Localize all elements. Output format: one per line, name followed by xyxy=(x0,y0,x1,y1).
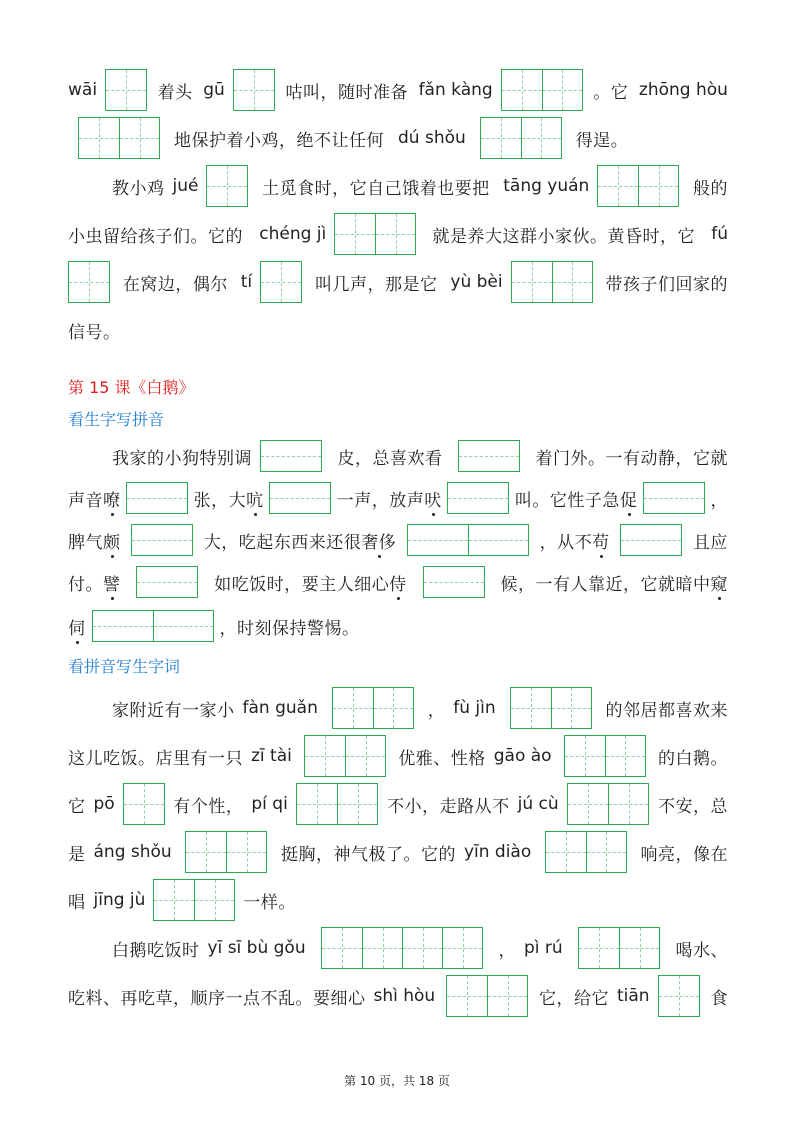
answer-box-4[interactable] xyxy=(78,117,160,159)
text: 土觅食时，它自己饿着也要把 xyxy=(262,178,490,199)
text: 吃料、再吃草，顺序一点不乱。要细心 xyxy=(68,988,366,1009)
text: 付。 xyxy=(68,574,103,595)
pinyin-shihou: shì hòu xyxy=(373,986,436,1006)
text: 这儿吃饭。店里有一只 xyxy=(68,748,243,769)
text: 叫。它性子急 xyxy=(514,490,620,511)
pinyin-fu: fú xyxy=(711,224,728,244)
answer-box-17[interactable] xyxy=(296,783,378,825)
text: 教小鸡 xyxy=(112,178,165,199)
line-14 xyxy=(68,780,728,828)
target-char: 嘹 xyxy=(103,486,121,511)
text: 。它 xyxy=(593,82,629,103)
text: 挺胸，神气极了。它的 xyxy=(280,844,456,865)
text: 不小，走路从不 xyxy=(387,796,510,817)
pinyin-tian: tiān xyxy=(617,986,650,1006)
pinyin-jue: jué xyxy=(172,176,199,196)
text: 一声，放声 xyxy=(336,490,425,511)
pinyin-fujin: fù jìn xyxy=(453,698,496,718)
target-char: 促 xyxy=(620,486,638,511)
text: 候，一有人靠近，它就暗中 xyxy=(500,574,711,595)
pinyin-piqi: pí qi xyxy=(251,794,288,814)
text: 响亮，像在 xyxy=(640,844,728,865)
text: 信号。 xyxy=(68,322,121,343)
text: 我家的小狗特别调 xyxy=(112,448,252,469)
text: 般的 xyxy=(692,178,728,199)
answer-box-25[interactable] xyxy=(658,975,700,1017)
target-char: 苟 xyxy=(592,528,610,553)
answer-box-11[interactable] xyxy=(511,261,593,303)
pinyin-jingju: jīng jù xyxy=(93,890,146,910)
target-char: 奢侈 xyxy=(361,528,396,553)
line-4 xyxy=(68,210,728,258)
answer-box-9[interactable] xyxy=(68,261,110,303)
pinyin-box-11[interactable] xyxy=(423,566,485,598)
text: 着门外。一有动静，它就 xyxy=(535,448,728,469)
pinyin-wai: wāi xyxy=(68,80,98,100)
answer-box-8[interactable] xyxy=(334,213,416,255)
pinyin-zhonghou: zhōng hòu xyxy=(638,80,728,100)
text: 优雅、性格 xyxy=(398,748,486,769)
answer-box-7[interactable] xyxy=(597,165,679,207)
text: 声音 xyxy=(68,490,103,511)
line-5 xyxy=(68,258,728,306)
text: 不安，总 xyxy=(657,796,728,817)
text: 它，给它 xyxy=(539,988,609,1009)
answer-box-23[interactable] xyxy=(578,927,660,969)
pinyin-ti: tí xyxy=(240,272,253,292)
pinyin-zitai: zī tài xyxy=(251,746,292,766)
text: 小虫留给孩子们。它的 xyxy=(68,226,243,247)
answer-box-2[interactable] xyxy=(233,69,275,111)
answer-box-12[interactable] xyxy=(332,687,414,729)
pinyin-box-12[interactable] xyxy=(92,610,214,642)
pinyin-box-9[interactable] xyxy=(620,524,682,556)
text: ， xyxy=(498,940,516,961)
pinyin-box-1[interactable] xyxy=(260,440,322,472)
answer-box-1[interactable] xyxy=(105,69,147,111)
pinyin-po: pō xyxy=(93,794,115,814)
pinyin-box-2[interactable] xyxy=(458,440,520,472)
text: 且应 xyxy=(692,532,728,553)
target-char: 侍 xyxy=(389,570,407,595)
text: 地保护着小鸡，绝不让任何 xyxy=(174,130,384,151)
text: 张，大 xyxy=(193,490,247,511)
line-13 xyxy=(68,732,728,780)
text: ，时刻保持警惕。 xyxy=(219,618,360,639)
answer-box-14[interactable] xyxy=(304,735,386,777)
text: 就是养大这群小家伙。黄昏时，它 xyxy=(432,226,695,247)
text: ， xyxy=(427,700,446,721)
text: 大，吃起东西来还很 xyxy=(203,532,362,553)
pinyin-yindiao: yīn diào xyxy=(463,842,532,862)
pinyin-fanguan: fàn guǎn xyxy=(242,698,318,718)
answer-box-6[interactable] xyxy=(206,165,248,207)
text: 家附近有一家小 xyxy=(112,700,235,721)
answer-box-5[interactable] xyxy=(480,117,562,159)
text: 脾气 xyxy=(68,532,103,553)
answer-box-16[interactable] xyxy=(123,783,165,825)
target-char: 伺 xyxy=(68,614,86,639)
pinyin-piru: pì rú xyxy=(523,938,563,958)
line-3 xyxy=(68,162,728,210)
text: 唱 xyxy=(68,892,86,913)
answer-box-13[interactable] xyxy=(510,687,592,729)
line-7 xyxy=(68,432,728,480)
target-char: 吭 xyxy=(246,486,264,511)
answer-box-24[interactable] xyxy=(446,975,528,1017)
section-heading-1: 看生字写拼音 xyxy=(68,410,165,429)
line-10 xyxy=(68,558,728,606)
text: 的邻居都喜欢来 xyxy=(605,700,728,721)
line-17 xyxy=(68,924,728,972)
text: 喝水、 xyxy=(675,940,728,961)
text: 有个性， xyxy=(173,796,244,817)
pinyin-box-3[interactable] xyxy=(126,482,188,514)
text: 是 xyxy=(68,844,86,865)
text: 着头 xyxy=(157,82,193,103)
pinyin-box-6[interactable] xyxy=(643,482,705,514)
pinyin-jucu: jú cù xyxy=(517,794,559,814)
section-heading-2: 看拼音写生字词 xyxy=(68,657,181,676)
line-12 xyxy=(68,684,728,732)
pinyin-fankang: fǎn kàng xyxy=(418,80,493,100)
pinyin-dushou: dú shǒu xyxy=(398,128,466,148)
line-16 xyxy=(68,876,728,924)
line-6 xyxy=(68,306,728,354)
pinyin-gaoao: gāo ào xyxy=(493,746,552,766)
answer-box-3[interactable] xyxy=(501,69,583,111)
answer-box-22[interactable] xyxy=(321,927,483,969)
target-char: 譬 xyxy=(103,570,121,595)
text: 白鹅吃饭时 xyxy=(112,940,200,961)
pinyin-box-7[interactable] xyxy=(131,524,193,556)
text: 食 xyxy=(710,988,728,1009)
line-11 xyxy=(68,602,728,650)
page-footer: 第 10 页，共 18 页 xyxy=(344,1074,450,1088)
pinyin-box-4[interactable] xyxy=(269,482,331,514)
text: ，从不 xyxy=(539,532,593,553)
pinyin-angshou: áng shǒu xyxy=(93,842,172,862)
pinyin-tangyuan: tāng yuán xyxy=(503,176,590,196)
target-char: 窥 xyxy=(711,570,729,595)
pinyin-box-8[interactable] xyxy=(407,524,529,556)
line-8 xyxy=(68,474,728,522)
text: 在窝边，偶尔 xyxy=(122,274,228,295)
pinyin-box-10[interactable] xyxy=(136,566,198,598)
target-char: 颇 xyxy=(103,528,121,553)
line-1 xyxy=(68,66,728,114)
line-18 xyxy=(68,972,728,1020)
pinyin-box-5[interactable] xyxy=(447,482,509,514)
text: 带孩子们回家的 xyxy=(605,274,728,295)
text: 它 xyxy=(68,796,86,817)
answer-box-19[interactable] xyxy=(185,831,267,873)
pinyin-yubei: yù bèi xyxy=(450,272,503,292)
answer-box-21[interactable] xyxy=(153,879,235,921)
pinyin-yisibugou: yī sī bù gǒu xyxy=(207,938,306,958)
text: 叫几声，那是它 xyxy=(315,274,438,295)
answer-box-20[interactable] xyxy=(545,831,627,873)
text: 皮，总喜欢看 xyxy=(337,448,443,469)
lesson-title: 第 15 课《白鹅》 xyxy=(68,378,195,397)
answer-box-18[interactable] xyxy=(567,783,649,825)
pinyin-chengji: chéng jì xyxy=(259,224,327,244)
text: 得逞。 xyxy=(575,130,629,151)
target-char: 吠 xyxy=(424,486,442,511)
text: 咕叫，随时准备 xyxy=(285,82,408,103)
text: 如吃饭时，要主人细心 xyxy=(214,574,390,595)
text: 一样。 xyxy=(243,892,296,913)
answer-box-10[interactable] xyxy=(260,261,302,303)
text: 的白鹅。 xyxy=(657,748,728,769)
text: ， xyxy=(710,490,728,511)
answer-box-15[interactable] xyxy=(564,735,646,777)
pinyin-gu: gū xyxy=(203,80,225,100)
line-2 xyxy=(68,114,728,162)
line-15 xyxy=(68,828,728,876)
line-9 xyxy=(68,516,728,564)
